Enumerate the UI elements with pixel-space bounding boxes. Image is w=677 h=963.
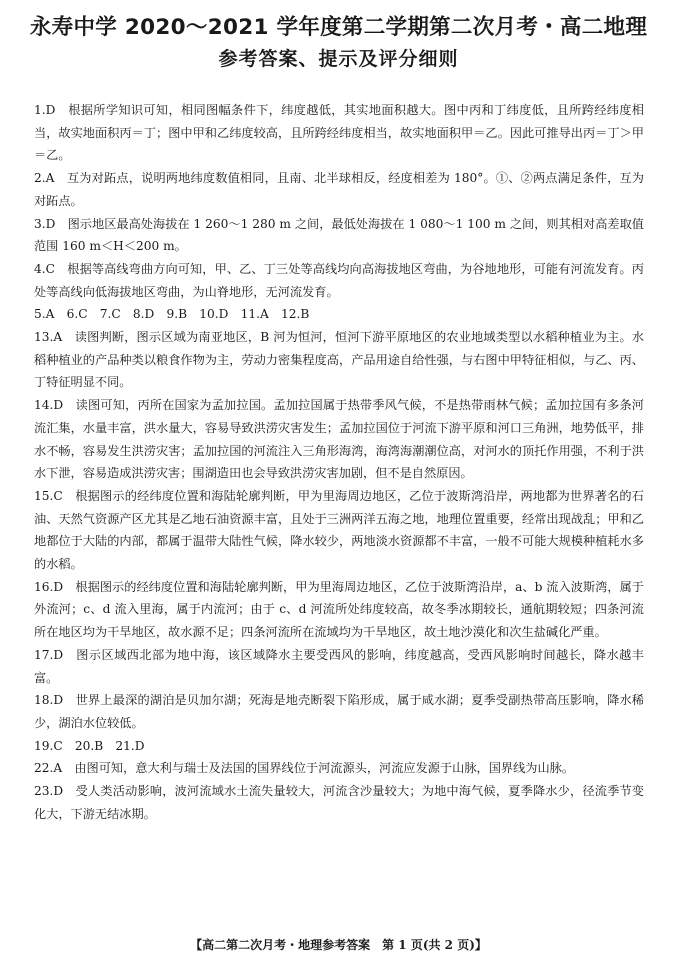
answer-14: 14.D 读图可知，丙所在国家为孟加拉国。孟加拉国属于热带季风气候，不是热带雨林气候；孟加拉国有多条河流汇集，水量丰富，洪水量大，容易导致洪涝灾害发生；孟加拉国位于河流下游平原和河口三角洲，地势低平，排水不畅，容易发生洪涝灾害；孟加拉国的河流注入三角形海湾，海湾海潮潮位高，对河水的顶托作用强，不利于洪水下泄，容易造成洪涝灾害；围湖造田也会导致洪涝灾害加剧，但不是自然原因。 xyxy=(34,398,644,481)
answer-23: 23.D 受人类活动影响，波河流域水土流失量较大，河流含沙量较大；为地中海气候，夏季降水少，径流季节变化大，下游无结冰期。 xyxy=(34,784,644,821)
page-footer: 【高二第二次月考・地理参考答案 第 1 页(共 2 页)】 xyxy=(190,938,487,952)
answer-16: 16.D 根据图示的经纬度位置和海陆轮廓判断，甲为里海周边地区，乙位于波斯湾沿岸，a、b 流入波斯湾，属于外流河；c、d 流入里海，属于内流河；由于 c、d 河流所处纬度较高，故冬季冰期较长，通航期较短；四条河流所在地区均为干旱地区，故水源不足；四条河流所在流域均为干旱地区，故土地沙漠化和次生盐碱化严重。 xyxy=(34,579,644,640)
answer-13: 13.A 读图判断，图示区域为南亚地区，B 河为恒河，恒河下游平原地区的农业地域类型以水稻种植业为主。水稻种植业的产品种类以粮食作物为主，劳动力密集程度高，产品用途自给性强，与右图中甲特征相似，与乙、丙、丁特征明显不同。 xyxy=(34,330,644,390)
page-title: 永寿中学 2020～2021 学年度第二学期第二次月考・高二地理 xyxy=(29,15,648,40)
answer-4: 4.C 根据等高线弯曲方向可知，甲、乙、丁三处等高线均向高海拔地区弯曲，为谷地地形，可能有河流发育。丙处等高线向低海拔地区弯曲，为山脊地形，无河流发育。 xyxy=(34,261,644,299)
answers-5-12: 5.A 6.C 7.C 8.D 9.B 10.D 11.A 12.B xyxy=(34,307,310,322)
answer-15: 15.C 根据图示的经纬度位置和海陆轮廓判断，甲为里海周边地区，乙位于波斯湾沿岸，两地都为世界著名的石油、天然气资源产区尤其是乙地石油资源丰富，且处于三洲两洋五海之地，地理位置重要，经常出现战乱；甲和乙地都位于大陆的内部，都属于温带大陆性气候，降水较少，两地淡水资源都不丰富，一般不可能大规模种植耗水多的水稻。 xyxy=(34,488,644,572)
answer-22: 22.A 由图可知，意大利与瑞士及法国的国界线位于河流源头，河流应发源于山脉，国界线为山脉。 xyxy=(34,761,575,776)
answer-18: 18.D 世界上最深的湖泊是贝加尔湖；死海是地壳断裂下陷形成，属于咸水湖；夏季受副热带高压影响，降水稀少，湖泊水位较低。 xyxy=(34,693,644,730)
answer-3: 3.D 图示地区最高处海拔在 1 260～1 280 m 之间，最低处海拔在 1 080～1 100 m 之间，则其相对高差取值范围 160 m＜H＜200 m。 xyxy=(34,216,644,254)
answer-2: 2.A 互为对跖点，说明两地纬度数值相同，且南、北半球相反，经度相差为 180°。①、②两点满足条件，互为对跖点。 xyxy=(34,171,644,208)
answer-17: 17.D 图示区域西北部为地中海，该区域降水主要受西风的影响，纬度越高，受西风影响时间越长，降水越丰富。 xyxy=(34,647,644,685)
answers-19-21: 19.C 20.B 21.D xyxy=(34,738,145,753)
answer-1: 1.D 根据所学知识可知，相同图幅条件下，纬度越低，其实地面积越大。图中丙和丁纬度低，且所跨经纬度相当，故实地面积丙＝丁；图中甲和乙纬度较高，且所跨经纬度相当，故实地面积甲＝乙。因此可推导出丙＝丁＞甲＝乙。 xyxy=(34,103,644,163)
page-subtitle: 参考答案、提示及评分细则 xyxy=(218,48,459,70)
answers-body xyxy=(34,99,644,826)
